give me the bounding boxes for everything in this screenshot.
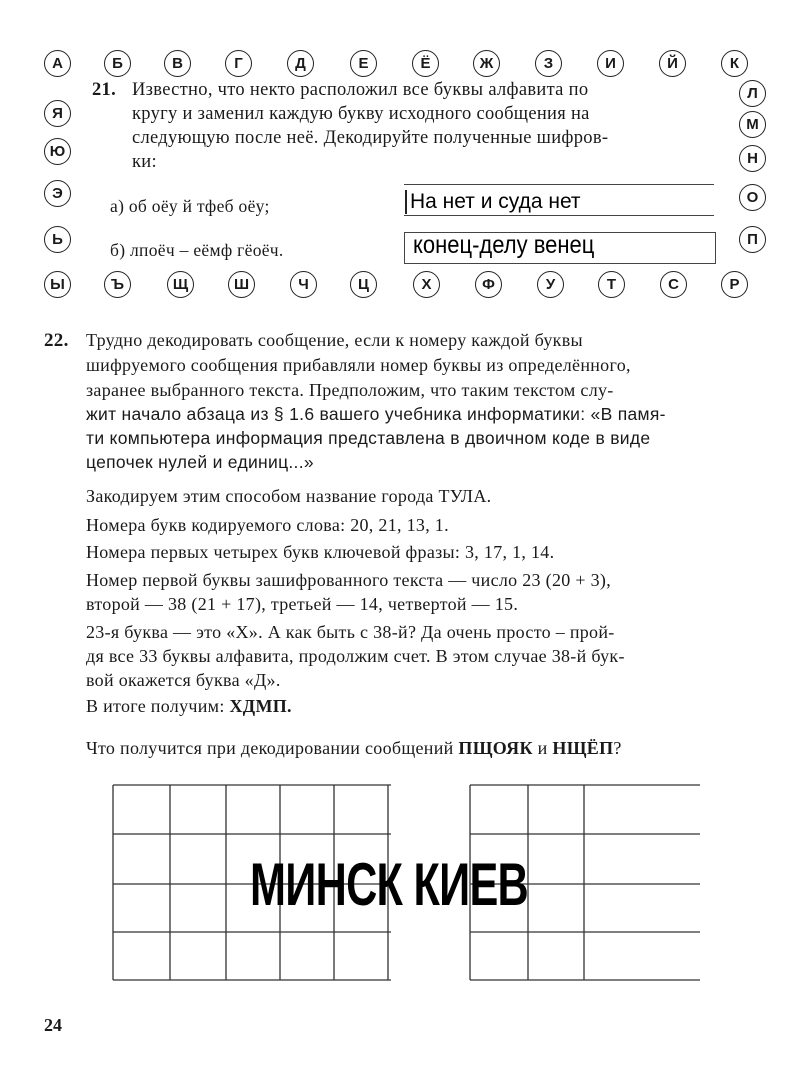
alphabet-letter: Ш <box>228 271 255 298</box>
task-text-line: следующую после неё. Декодируйте полученные шифров- <box>132 128 609 148</box>
item-b-label: б) лпоёч – еёмф гёоёч. <box>110 240 284 260</box>
question-prefix: Что получится при декодировании сообщений <box>86 738 459 758</box>
alphabet-letter: О <box>739 184 766 211</box>
alphabet-letter: Р <box>721 271 748 298</box>
task-text-line: шифруемого сообщения прибавляли номер буквы из определённого, <box>86 355 631 375</box>
answer-b: конец-делу венец <box>413 231 595 259</box>
alphabet-letter: Н <box>739 145 766 172</box>
alphabet-letter: И <box>597 50 624 77</box>
alphabet-letter: Й <box>659 50 686 77</box>
answer-a: На нет и суда нет <box>410 190 581 213</box>
task-text-line: цепочек нулей и единиц...» <box>86 452 314 472</box>
question-line <box>86 738 622 759</box>
task-text-line: 23-я буква — это «Х». А как быть с 38-й? Да очень просто – прой- <box>86 622 615 642</box>
task-text-line: Номер первой буквы зашифрованного текста — число 23 (20 + 3), <box>86 570 611 590</box>
alphabet-letter: Ф <box>475 271 502 298</box>
question-word-2: НЩЁП <box>552 738 614 758</box>
task-number: 22. <box>44 330 69 351</box>
task-text-line: второй — 38 (21 + 17), третьей — 14, четвертой — 15. <box>86 594 519 614</box>
alphabet-letter: Ж <box>473 50 500 77</box>
question-suffix: ? <box>613 738 622 758</box>
alphabet-letter: А <box>44 50 71 77</box>
answer-line <box>404 184 714 185</box>
alphabet-letter: Х <box>413 271 440 298</box>
result-line <box>86 696 292 717</box>
task-number: 21. <box>92 80 117 100</box>
alphabet-letter: Ы <box>44 271 71 298</box>
alphabet-letter: К <box>721 50 748 77</box>
alphabet-letter: Ё <box>412 50 439 77</box>
alphabet-letter: Ч <box>290 271 317 298</box>
alphabet-letter: З <box>535 50 562 77</box>
task-text-line: кругу и заменил каждую букву исходного сообщения на <box>132 104 590 124</box>
item-a-label: а) об оёу й тфеб оёу; <box>110 196 270 216</box>
alphabet-letter: Щ <box>167 271 194 298</box>
alphabet-letter: Я <box>44 100 71 127</box>
alphabet-letter: Г <box>225 50 252 77</box>
page-number: 24 <box>44 1015 62 1035</box>
alphabet-letter: Б <box>104 50 131 77</box>
task-text-line: Трудно декодировать сообщение, если к номеру каждой буквы <box>86 330 583 350</box>
alphabet-letter: Ю <box>44 138 71 165</box>
answer-line <box>404 215 714 216</box>
task-text-line: вой окажется буква «Д». <box>86 670 281 690</box>
alphabet-letter: Ц <box>350 271 377 298</box>
question-and: и <box>532 738 553 758</box>
task-text-line: заранее выбранного текста. Предположим, что таким текстом слу- <box>86 380 614 400</box>
alphabet-letter: Ъ <box>104 271 131 298</box>
result-word: ХДМП. <box>229 696 292 716</box>
task-text-line: ти компьютера информация представлена в двоичном коде в виде <box>86 428 651 448</box>
alphabet-letter: Е <box>350 50 377 77</box>
alphabet-letter: Э <box>44 180 71 207</box>
result-prefix: В итоге получим: <box>86 696 230 716</box>
task-text-line: Номера первых четырех букв ключевой фразы: 3, 17, 1, 14. <box>86 542 555 562</box>
alphabet-letter: У <box>537 271 564 298</box>
alphabet-letter: Л <box>739 80 766 107</box>
alphabet-letter: В <box>164 50 191 77</box>
task-text-line: жит начало абзаца из § 1.6 вашего учебника информатики: «В памя- <box>86 404 666 424</box>
task-text-line: Известно, что некто расположил все буквы алфавита по <box>132 80 589 100</box>
alphabet-letter: С <box>660 271 687 298</box>
task-text-line: ки: <box>132 152 157 172</box>
task-text-line: Закодируем этим способом название города ТУЛА. <box>86 486 492 506</box>
alphabet-letter: Ь <box>44 226 71 253</box>
task-text-line: дя все 33 буквы алфавита, продолжим счет. В этом случае 38-й бук- <box>86 646 625 666</box>
alphabet-letter: П <box>739 226 766 253</box>
alphabet-letter: М <box>739 111 766 138</box>
question-word-1: ПЩОЯК <box>458 738 533 758</box>
task-text-line: Номера букв кодируемого слова: 20, 21, 13, 1. <box>86 515 449 535</box>
answer-border <box>405 190 407 214</box>
alphabet-letter: Т <box>598 271 625 298</box>
grid-answer: МИНСК КИЕВ <box>250 851 529 918</box>
alphabet-letter: Д <box>287 50 314 77</box>
